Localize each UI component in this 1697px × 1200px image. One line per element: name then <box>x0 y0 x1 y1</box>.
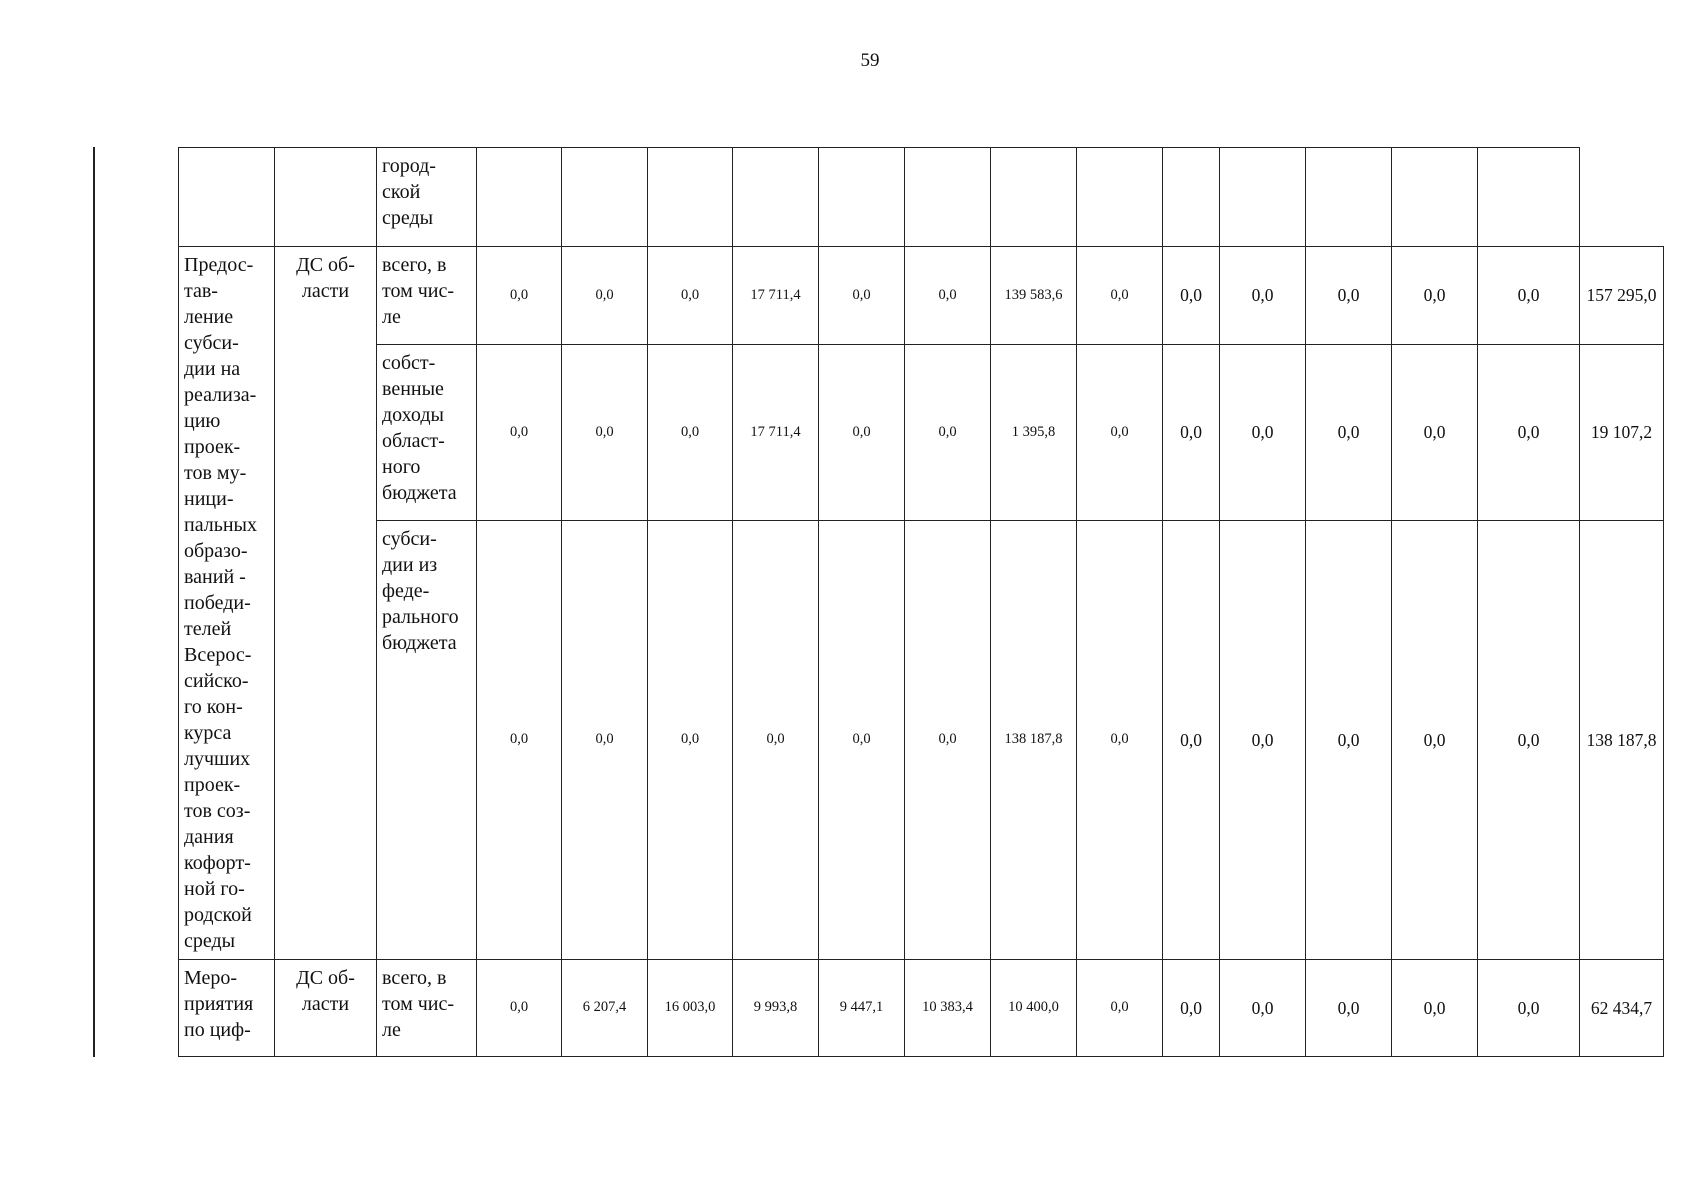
source-cell: всего, в том чис- ле <box>377 960 477 1057</box>
value-cell: 0,0 <box>905 247 991 345</box>
value-cell: 0,0 <box>905 345 991 521</box>
value-cell: 0,0 <box>819 247 905 345</box>
executor-cell: ДС об- ласти <box>275 960 377 1057</box>
value-cell <box>1077 148 1163 247</box>
value-cell: 0,0 <box>1478 521 1580 960</box>
value-cell: 0,0 <box>1392 521 1478 960</box>
value-cell: 0,0 <box>1478 247 1580 345</box>
value-cell: 0,0 <box>648 345 733 521</box>
executor-cell-empty <box>275 148 377 247</box>
value-cell: 0,0 <box>819 521 905 960</box>
executor-cell: ДС об- ласти <box>275 247 377 960</box>
source-cell: субси- дии из феде- рального бюджета <box>377 521 477 960</box>
value-cell <box>819 148 905 247</box>
value-cell: 10 383,4 <box>905 960 991 1057</box>
value-cell: 0,0 <box>1077 345 1163 521</box>
value-cell: 0,0 <box>1163 345 1220 521</box>
value-cell: 0,0 <box>648 521 733 960</box>
value-cell: 139 583,6 <box>991 247 1077 345</box>
value-cell: 0,0 <box>477 247 562 345</box>
value-cell: 0,0 <box>477 345 562 521</box>
value-cell <box>1478 148 1580 247</box>
value-cell: 138 187,8 <box>991 521 1077 960</box>
value-cell: 0,0 <box>905 521 991 960</box>
table-row-continuation <box>179 148 1664 247</box>
value-cell: 0,0 <box>1220 345 1306 521</box>
value-cell: 0,0 <box>1077 247 1163 345</box>
total-cell: 19 107,2 <box>1580 345 1664 521</box>
source-cell: собст- венные доходы област- ного бюджета <box>377 345 477 521</box>
page-number: 59 <box>860 50 880 71</box>
value-cell: 0,0 <box>1392 960 1478 1057</box>
value-cell: 0,0 <box>562 247 648 345</box>
value-cell: 0,0 <box>1392 247 1478 345</box>
value-cell: 0,0 <box>562 345 648 521</box>
value-cell <box>562 148 648 247</box>
margin-line <box>93 147 95 1057</box>
total-cell: 157 295,0 <box>1580 247 1664 345</box>
value-cell: 1 395,8 <box>991 345 1077 521</box>
measure-name-cell: Предос- тав- ление субси- дии на реализа- цию проек- тов му- ници- пальных образо- ваний - победи- телей Всерос- сийско- го кон- курса лучших проек- тов соз- дания кофорт- ной го- родской среды <box>179 247 275 960</box>
value-cell: 0,0 <box>1306 960 1392 1057</box>
value-cell <box>1220 148 1306 247</box>
value-cell: 17 711,4 <box>733 247 819 345</box>
value-cell: 0,0 <box>1306 345 1392 521</box>
source-cell: город- ской среды <box>377 148 477 247</box>
measure-name-cell: Меро- приятия по циф- <box>179 960 275 1057</box>
value-cell: 0,0 <box>1392 345 1478 521</box>
value-cell: 0,0 <box>1077 521 1163 960</box>
total-cell: 62 434,7 <box>1580 960 1664 1057</box>
value-cell <box>1392 148 1478 247</box>
value-cell: 0,0 <box>648 247 733 345</box>
value-cell: 0,0 <box>1220 521 1306 960</box>
value-cell: 0,0 <box>1220 960 1306 1057</box>
value-cell: 0,0 <box>1478 960 1580 1057</box>
source-cell: всего, в том чис- ле <box>377 247 477 345</box>
value-cell <box>991 148 1077 247</box>
budget-table <box>178 147 1664 1057</box>
value-cell <box>648 148 733 247</box>
total-cell: 138 187,8 <box>1580 521 1664 960</box>
value-cell: 0,0 <box>1163 247 1220 345</box>
value-cell: 0,0 <box>1306 521 1392 960</box>
name-cell-empty <box>179 148 275 247</box>
value-cell <box>1306 148 1392 247</box>
value-cell: 0,0 <box>477 521 562 960</box>
value-cell: 0,0 <box>1163 521 1220 960</box>
value-cell: 0,0 <box>733 521 819 960</box>
value-cell: 0,0 <box>1220 247 1306 345</box>
value-cell: 0,0 <box>1306 247 1392 345</box>
value-cell: 0,0 <box>562 521 648 960</box>
value-cell <box>733 148 819 247</box>
value-cell: 0,0 <box>819 345 905 521</box>
value-cell <box>905 148 991 247</box>
value-cell: 6 207,4 <box>562 960 648 1057</box>
value-cell: 9 447,1 <box>819 960 905 1057</box>
value-cell: 0,0 <box>1478 345 1580 521</box>
value-cell: 10 400,0 <box>991 960 1077 1057</box>
value-cell: 17 711,4 <box>733 345 819 521</box>
table-row <box>179 345 1664 521</box>
table-row <box>179 247 1664 345</box>
value-cell: 0,0 <box>1077 960 1163 1057</box>
table-row <box>179 960 1664 1057</box>
value-cell: 0,0 <box>477 960 562 1057</box>
value-cell <box>1163 148 1220 247</box>
value-cell: 16 003,0 <box>648 960 733 1057</box>
value-cell: 0,0 <box>1163 960 1220 1057</box>
table-row <box>179 521 1664 960</box>
value-cell: 9 993,8 <box>733 960 819 1057</box>
value-cell <box>477 148 562 247</box>
